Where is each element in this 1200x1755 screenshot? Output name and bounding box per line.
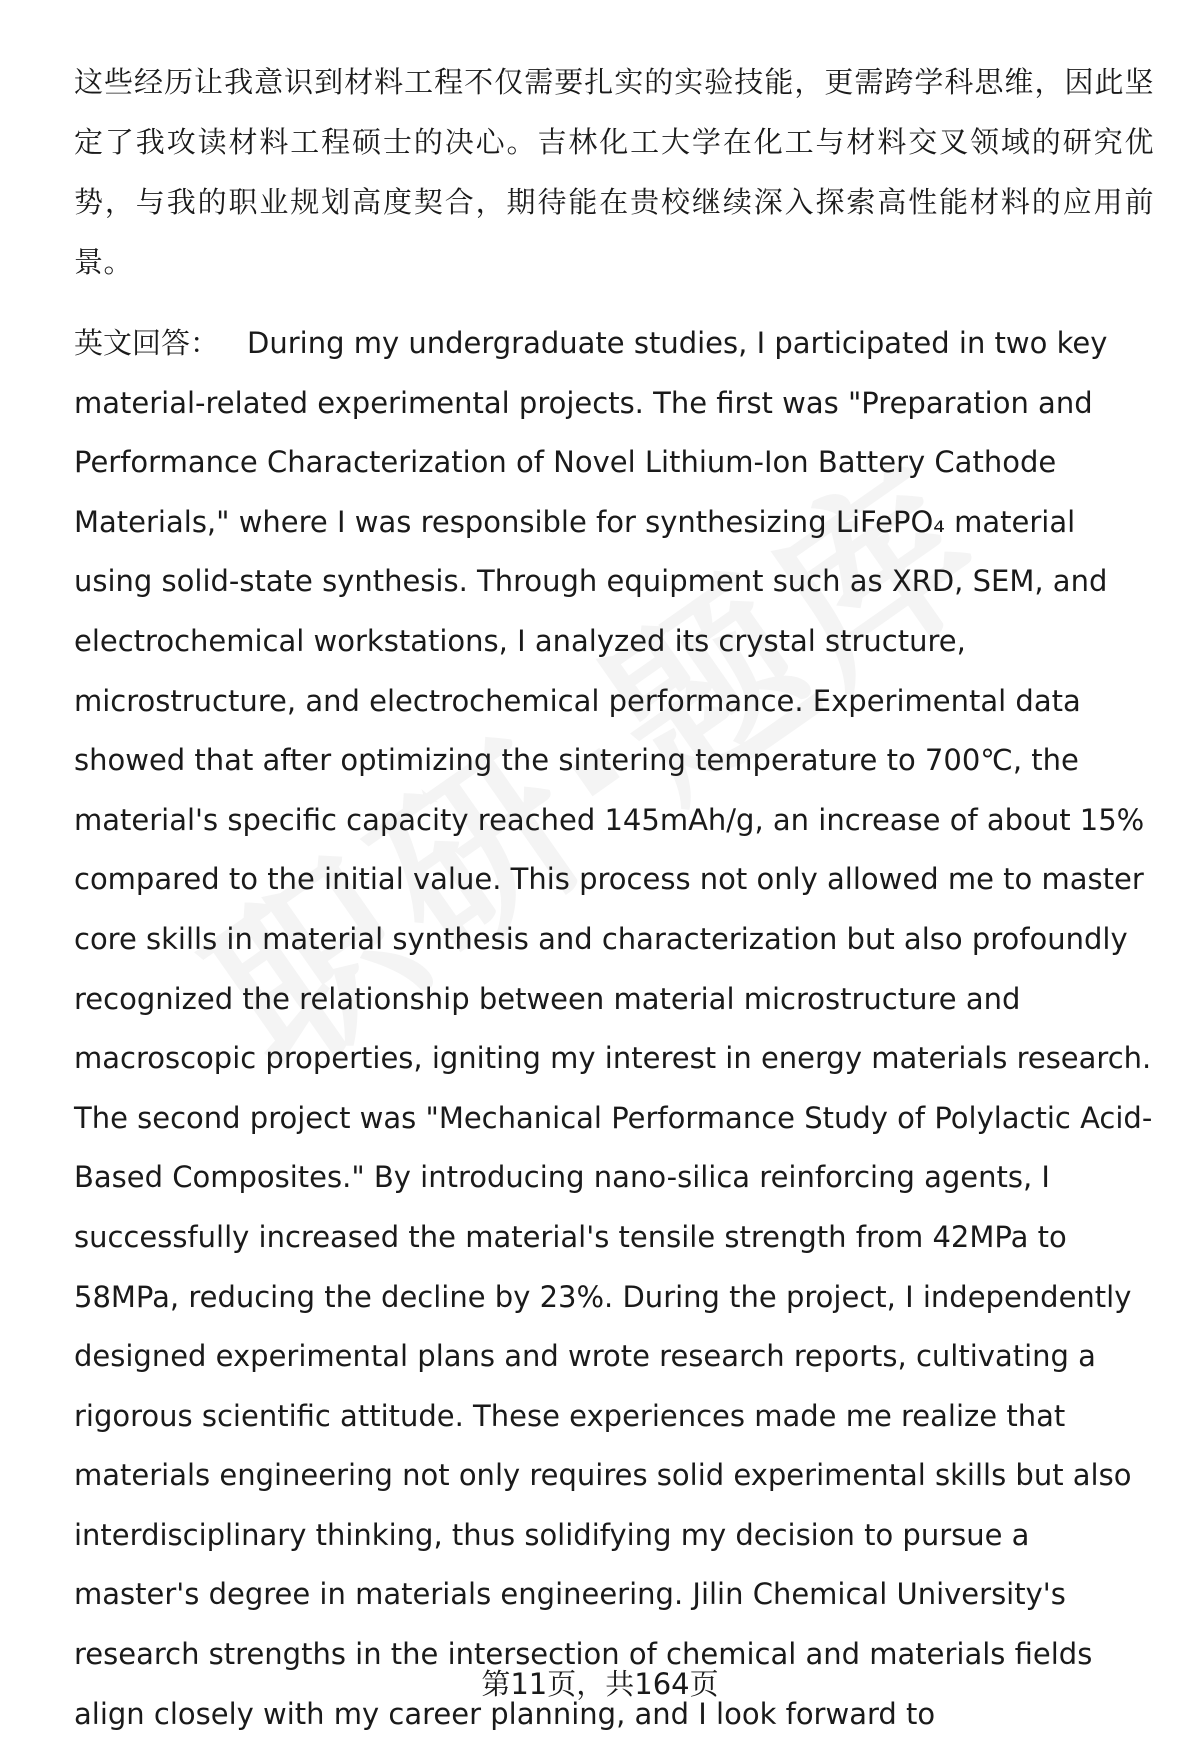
page-number: 第11页，共164页 bbox=[481, 1667, 719, 1701]
english-answer-text: During my undergraduate studies, I participated in two key material-related experimental projects. The first was "Preparation and Performance Characterization of Novel Lithium-Ion Battery Cathode Materials," where I was responsible for synthesizing LiFePO₄ material using solid-state synthesis. Through equipment such as XRD, SEM, and electrochemical workstations, I analyzed its crystal structure, microstructure, and electrochemical performance. Experimental data showed that after optimizing the sintering temperature to 700℃, the material's specific capacity reached 145mAh/g, an increase of about 15% compared to the initial value. This process not only allowed me to master core skills in material synthesis and characterization but also profoundly recognized the relationship between material microstructure and macroscopic properties, igniting my interest in energy materials research. The second project was "Mechanical Performance Study of Polylactic Acid-Based Composites." By introducing nano-silica reinforcing agents, I successfully increased the material's tensile strength from 42MPa to 58MPa, reducing the decline by 23%. During the project, I independently designed experimental plans and wrote research reports, cultivating a rigorous scientific attitude. These experiences made me realize that materials engineering not only requires solid experimental skills but also interdisciplinary thinking, thus solidifying my decision to pursue a master's degree in materials engineering. Jilin Chemical University's research strengths in the intersection of chemical and materials fields align closely with my career planning, and I look forward to bbox=[74, 326, 1153, 1731]
english-answer-label: 英文回答： bbox=[74, 326, 220, 360]
document-body bbox=[74, 52, 1154, 1744]
english-answer-paragraph bbox=[74, 314, 1154, 1744]
chinese-paragraph: 这些经历让我意识到材料工程不仅需要扎实的实验技能，更需跨学科思维，因此坚定了我攻读材料工程硕士的决心。吉林化工大学在化工与材料交叉领域的研究优势，与我的职业规划高度契合，期待能在贵校继续深入探索高性能材料的应用前景。 bbox=[74, 65, 1154, 279]
